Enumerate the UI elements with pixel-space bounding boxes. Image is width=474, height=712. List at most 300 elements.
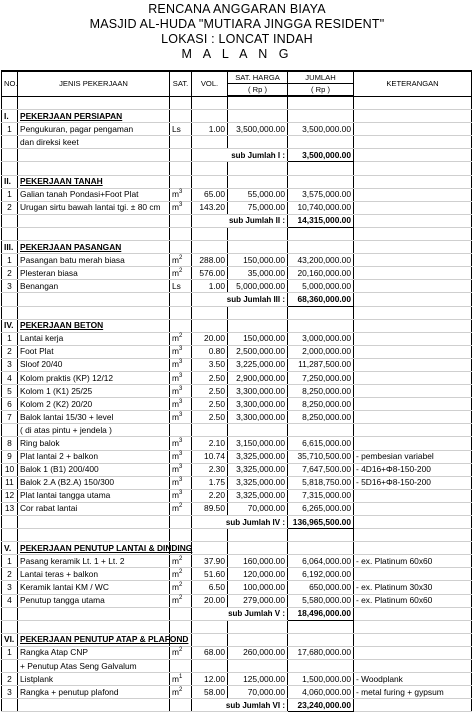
empty-cell	[18, 227, 170, 240]
empty-cell	[288, 96, 354, 110]
col-header-harga: SAT. HARGA	[228, 71, 288, 84]
item-note	[354, 660, 472, 673]
item-unit: m	[172, 568, 179, 579]
item-unit-cell	[170, 686, 192, 699]
empty-cell	[228, 162, 288, 175]
item-unit-cell	[170, 136, 192, 149]
item-row	[2, 673, 472, 686]
item-volume: 0.80	[192, 345, 228, 358]
item-description: ( di atas pintu + jendela )	[18, 424, 170, 437]
item-unit-price: 70,000.00	[228, 686, 288, 699]
item-unit-price: 3,325,000.00	[228, 463, 288, 476]
empty-cell	[192, 110, 228, 123]
item-description: Balok 2.A (B2.A) 150/300	[18, 476, 170, 489]
col-header-sat: SAT.	[170, 71, 192, 96]
section-title: PEKERJAAN PENUTUP ATAP & PLAFOND	[20, 634, 189, 645]
item-unit-price: 3,300,000.00	[228, 411, 288, 424]
item-unit-price: 3,300,000.00	[228, 385, 288, 398]
empty-cell	[228, 241, 288, 254]
empty-cell	[170, 319, 192, 332]
item-unit-cell	[170, 568, 192, 581]
item-row	[2, 267, 472, 280]
empty-cell	[18, 293, 170, 306]
item-row	[2, 398, 472, 411]
subtotal-value: 3,500,000.00	[288, 149, 354, 162]
item-volume: 12.00	[192, 673, 228, 686]
item-unit-price: 70,000.00	[228, 502, 288, 515]
item-row	[2, 424, 472, 437]
section-title: PEKERJAAN PENUTUP LANTAI & DINDING	[20, 542, 193, 553]
item-unit-cell	[170, 254, 192, 267]
subtotal-label: sub Jumlah II :	[192, 214, 288, 227]
item-description: Balok lantai 15/30 + level	[18, 411, 170, 424]
item-description: Plat lantai tangga utama	[18, 489, 170, 502]
item-unit-power: 3	[178, 398, 183, 405]
empty-cell	[18, 607, 170, 620]
item-unit-cell	[170, 201, 192, 214]
item-number: 2	[2, 345, 18, 358]
item-unit-power: 2	[178, 267, 183, 274]
empty-cell	[2, 96, 18, 110]
empty-cell	[170, 227, 192, 240]
empty-cell	[354, 149, 472, 162]
item-row	[2, 254, 472, 267]
item-unit-price: 125,000.00	[228, 673, 288, 686]
section-title: PEKERJAAN PASANGAN	[20, 241, 122, 252]
empty-cell	[170, 96, 192, 110]
item-note	[354, 345, 472, 358]
empty-cell	[192, 241, 228, 254]
document-header	[0, 2, 474, 62]
item-amount: 6,265,000.00	[288, 502, 354, 515]
col-header-harga-unit: ( Rp )	[228, 84, 288, 97]
item-unit-price: 55,000.00	[228, 188, 288, 201]
empty-cell	[288, 110, 354, 123]
empty-cell	[288, 306, 354, 319]
item-volume: 51.60	[192, 568, 228, 581]
item-volume	[192, 136, 228, 149]
item-number: 11	[2, 476, 18, 489]
empty-cell	[192, 96, 228, 110]
item-unit: m	[172, 202, 179, 213]
item-row	[2, 686, 472, 699]
section-row	[2, 633, 472, 646]
item-row	[2, 489, 472, 502]
item-number: 3	[2, 280, 18, 293]
doc-project: MASJID AL-HUDA "MUTIARA JINGGA RESIDENT"	[89, 17, 385, 31]
empty-cell	[354, 306, 472, 319]
item-unit-power: 2	[178, 647, 183, 654]
item-description: + Penutup Atas Seng Galvalum	[18, 660, 170, 673]
section-row	[2, 175, 472, 188]
item-amount: 7,250,000.00	[288, 371, 354, 384]
item-unit: m	[172, 595, 179, 606]
item-volume: 2.10	[192, 437, 228, 450]
empty-cell	[18, 96, 170, 110]
empty-cell	[170, 110, 192, 123]
item-unit-cell	[170, 398, 192, 411]
item-unit-power: 2	[178, 503, 183, 510]
item-note	[354, 568, 472, 581]
item-amount: 7,315,000.00	[288, 489, 354, 502]
spacer-row	[2, 227, 472, 240]
item-amount: 3,575,000.00	[288, 188, 354, 201]
item-unit-power: 3	[178, 359, 183, 366]
item-row	[2, 201, 472, 214]
empty-cell	[288, 175, 354, 188]
spacer-row	[2, 162, 472, 175]
item-volume: 2.30	[192, 463, 228, 476]
item-note	[354, 489, 472, 502]
empty-cell	[18, 306, 170, 319]
item-number: 7	[2, 411, 18, 424]
item-number: 6	[2, 398, 18, 411]
empty-cell	[192, 542, 228, 555]
section-title-cell	[18, 319, 170, 332]
item-number: 2	[2, 568, 18, 581]
empty-cell	[228, 227, 288, 240]
item-volume: 3.50	[192, 358, 228, 371]
col-header-vol: VOL.	[192, 71, 228, 96]
item-amount: 650,000.00	[288, 581, 354, 594]
item-number: 1	[2, 188, 18, 201]
empty-cell	[228, 110, 288, 123]
item-unit-power: 3	[178, 477, 183, 484]
section-row	[2, 241, 472, 254]
item-description: Cor rabat lantai	[18, 502, 170, 515]
item-note: - ex. Platinum 60x60	[354, 555, 472, 568]
doc-title: RENCANA ANGGARAN BIAYA	[148, 2, 326, 16]
item-number: 2	[2, 201, 18, 214]
item-note: - Woodplank	[354, 673, 472, 686]
item-note	[354, 332, 472, 345]
item-unit: m	[172, 398, 179, 409]
item-row	[2, 437, 472, 450]
item-row	[2, 476, 472, 489]
empty-cell	[18, 699, 170, 712]
spacer-row	[2, 306, 472, 319]
subtotal-row	[2, 214, 472, 227]
empty-cell	[18, 529, 170, 542]
item-unit-power: 2	[178, 686, 183, 693]
subtotal-label: sub Jumlah III :	[192, 293, 288, 306]
subtotal-row	[2, 699, 472, 712]
item-unit-price: 3,150,000.00	[228, 437, 288, 450]
item-row	[2, 345, 472, 358]
item-amount: 8,250,000.00	[288, 411, 354, 424]
item-number: 9	[2, 450, 18, 463]
empty-cell	[170, 607, 192, 620]
empty-cell	[192, 620, 228, 633]
item-note	[354, 201, 472, 214]
item-unit-price: 2,500,000.00	[228, 345, 288, 358]
item-note	[354, 358, 472, 371]
item-amount: 5,000,000.00	[288, 280, 354, 293]
item-unit: m	[172, 254, 179, 265]
item-unit-price: 120,000.00	[228, 568, 288, 581]
item-unit-power: 3	[178, 189, 183, 196]
subtotal-label: sub Jumlah I :	[192, 149, 288, 162]
section-number: I.	[2, 110, 18, 123]
item-unit-price: 150,000.00	[228, 332, 288, 345]
item-unit-power: 2	[178, 333, 183, 340]
empty-cell	[354, 620, 472, 633]
empty-cell	[288, 241, 354, 254]
item-volume: 20.00	[192, 594, 228, 607]
empty-cell	[170, 306, 192, 319]
item-unit-power: 1	[178, 673, 183, 680]
item-unit-power: 3	[178, 202, 183, 209]
subtotal-row	[2, 516, 472, 529]
item-note	[354, 437, 472, 450]
item-volume: 2.50	[192, 371, 228, 384]
item-unit-price: 35,000.00	[228, 267, 288, 280]
item-unit-price: 260,000.00	[228, 646, 288, 659]
empty-cell	[2, 699, 18, 712]
empty-cell	[2, 306, 18, 319]
item-amount: 3,500,000.00	[288, 123, 354, 136]
empty-cell	[354, 241, 472, 254]
item-number: 1	[2, 123, 18, 136]
item-unit-cell	[170, 411, 192, 424]
item-unit: m	[172, 477, 179, 488]
item-unit-price: 75,000.00	[228, 201, 288, 214]
item-unit-cell	[170, 646, 192, 659]
item-unit-cell	[170, 385, 192, 398]
item-unit-price	[228, 136, 288, 149]
item-row	[2, 280, 472, 293]
item-row	[2, 123, 472, 136]
item-description: Plat lantai 2 + balkon	[18, 450, 170, 463]
item-unit-power: 3	[178, 451, 183, 458]
item-note	[354, 398, 472, 411]
item-volume	[192, 660, 228, 673]
item-unit-power: 3	[178, 385, 183, 392]
section-title: PEKERJAAN TANAH	[20, 176, 103, 187]
item-unit: m	[172, 346, 179, 357]
item-amount: 11,287,500.00	[288, 358, 354, 371]
empty-cell	[170, 620, 192, 633]
item-unit-cell	[170, 371, 192, 384]
item-amount	[288, 136, 354, 149]
item-amount: 10,740,000.00	[288, 201, 354, 214]
item-unit: m	[172, 647, 179, 658]
budget-table	[1, 70, 472, 712]
section-row	[2, 319, 472, 332]
item-unit-cell	[170, 489, 192, 502]
item-row	[2, 646, 472, 659]
item-row	[2, 581, 472, 594]
item-unit-price: 160,000.00	[228, 555, 288, 568]
item-number: 1	[2, 332, 18, 345]
item-unit: m	[172, 333, 179, 344]
item-volume: 20.00	[192, 332, 228, 345]
subtotal-row	[2, 607, 472, 620]
item-description: Lantai teras + balkon	[18, 568, 170, 581]
empty-cell	[18, 149, 170, 162]
item-unit-cell	[170, 345, 192, 358]
empty-cell	[354, 175, 472, 188]
empty-cell	[192, 319, 228, 332]
empty-cell	[354, 699, 472, 712]
item-unit-power: 2	[178, 569, 183, 576]
section-number: VI.	[2, 633, 18, 646]
subtotal-value: 68,360,000.00	[288, 293, 354, 306]
section-number: V.	[2, 542, 18, 555]
item-amount: 7,647,500.00	[288, 463, 354, 476]
item-unit-power: 3	[178, 412, 183, 418]
item-row	[2, 358, 472, 371]
item-note: - pembesian variabel	[354, 450, 472, 463]
item-description: Pasang keramik Lt. 1 + Lt. 2	[18, 555, 170, 568]
item-number	[2, 660, 18, 673]
item-unit-cell	[170, 673, 192, 686]
item-number: 3	[2, 358, 18, 371]
item-number: 5	[2, 385, 18, 398]
item-unit-cell	[170, 424, 192, 437]
item-unit-power: 3	[178, 464, 183, 471]
empty-cell	[354, 607, 472, 620]
item-note	[354, 188, 472, 201]
item-description: Plesteran biasa	[18, 267, 170, 280]
empty-cell	[354, 227, 472, 240]
empty-cell	[18, 162, 170, 175]
empty-cell	[170, 214, 192, 227]
item-amount: 2,000,000.00	[288, 345, 354, 358]
empty-cell	[192, 175, 228, 188]
empty-cell	[2, 516, 18, 529]
empty-cell	[288, 227, 354, 240]
subtotal-label: sub Jumlah V :	[192, 607, 288, 620]
item-amount: 3,000,000.00	[288, 332, 354, 345]
section-title: PEKERJAAN BETON	[20, 320, 104, 331]
empty-cell	[288, 529, 354, 542]
item-description: Rangka Atap CNP	[18, 646, 170, 659]
col-header-jumlah-unit: ( Rp )	[288, 84, 354, 97]
item-unit-cell	[170, 555, 192, 568]
item-note	[354, 254, 472, 267]
empty-cell	[228, 529, 288, 542]
item-volume: 2.50	[192, 385, 228, 398]
item-unit-price: 279,000.00	[228, 594, 288, 607]
item-amount: 4,060,000.00	[288, 686, 354, 699]
item-row	[2, 371, 472, 384]
item-description: Penutup tangga utama	[18, 594, 170, 607]
item-unit-power: 2	[178, 582, 183, 589]
item-number: 1	[2, 646, 18, 659]
item-note	[354, 136, 472, 149]
empty-cell	[228, 633, 288, 646]
item-note	[354, 385, 472, 398]
item-number: 1	[2, 254, 18, 267]
item-row	[2, 385, 472, 398]
item-description: dan direksi keet	[18, 136, 170, 149]
col-header-jumlah: JUMLAH	[288, 71, 354, 84]
empty-cell	[18, 516, 170, 529]
subtotal-label: sub Jumlah VI :	[192, 699, 288, 712]
subtotal-value: 23,240,000.00	[288, 699, 354, 712]
item-volume: 65.00	[192, 188, 228, 201]
item-unit-cell	[170, 581, 192, 594]
doc-location: LOKASI : LONCAT INDAH	[161, 32, 313, 46]
empty-cell	[2, 529, 18, 542]
item-volume: 288.00	[192, 254, 228, 267]
subtotal-value: 14,315,000.00	[288, 214, 354, 227]
section-number: III.	[2, 241, 18, 254]
item-unit-cell	[170, 437, 192, 450]
col-header-no: NO.	[2, 71, 18, 96]
empty-cell	[228, 306, 288, 319]
item-number: 4	[2, 594, 18, 607]
item-description: Lantai kerja	[18, 332, 170, 345]
item-description: Ring balok	[18, 437, 170, 450]
item-amount: 43,200,000.00	[288, 254, 354, 267]
empty-cell	[2, 293, 18, 306]
item-note: - 5D16+Φ8-150-200	[354, 476, 472, 489]
item-volume: 6.50	[192, 581, 228, 594]
empty-cell	[2, 607, 18, 620]
empty-cell	[170, 293, 192, 306]
item-volume: 576.00	[192, 267, 228, 280]
item-row	[2, 502, 472, 515]
item-unit-price: 3,325,000.00	[228, 476, 288, 489]
item-unit: m	[172, 464, 179, 475]
item-number: 3	[2, 686, 18, 699]
empty-cell	[170, 699, 192, 712]
item-amount: 8,250,000.00	[288, 398, 354, 411]
empty-cell	[288, 633, 354, 646]
item-description: Keramik lantai KM / WC	[18, 581, 170, 594]
item-amount: 5,818,750.00	[288, 476, 354, 489]
item-amount	[288, 424, 354, 437]
item-unit-price: 150,000.00	[228, 254, 288, 267]
item-unit: m	[172, 189, 179, 200]
subtotal-row	[2, 149, 472, 162]
item-amount: 6,064,000.00	[288, 555, 354, 568]
item-unit: m	[172, 582, 179, 593]
item-description: Balok 1 (B1) 200/400	[18, 463, 170, 476]
item-unit: m	[172, 451, 179, 462]
item-unit-power: 2	[178, 556, 183, 563]
empty-cell	[18, 214, 170, 227]
item-row	[2, 411, 472, 424]
item-number: 2	[2, 267, 18, 280]
item-unit: m	[172, 686, 179, 697]
item-description: Galian tanah Pondasi+Foot Plat	[18, 188, 170, 201]
item-row	[2, 188, 472, 201]
item-number: 12	[2, 489, 18, 502]
section-number: IV.	[2, 319, 18, 332]
item-unit: m	[172, 503, 179, 514]
empty-cell	[170, 162, 192, 175]
item-description: Benangan	[18, 280, 170, 293]
item-number: 4	[2, 371, 18, 384]
item-volume: 1.00	[192, 123, 228, 136]
item-volume: 68.00	[192, 646, 228, 659]
section-title-cell	[18, 175, 170, 188]
empty-cell	[18, 620, 170, 633]
section-row	[2, 542, 472, 555]
item-unit-power: 2	[178, 595, 183, 602]
empty-cell	[228, 175, 288, 188]
item-unit: Ls	[172, 280, 181, 291]
item-volume: 1.00	[192, 280, 228, 293]
section-number: II.	[2, 175, 18, 188]
item-unit: m	[172, 437, 179, 448]
item-unit-cell	[170, 463, 192, 476]
item-note: - ex. Platinum 60x60	[354, 594, 472, 607]
empty-cell	[354, 110, 472, 123]
